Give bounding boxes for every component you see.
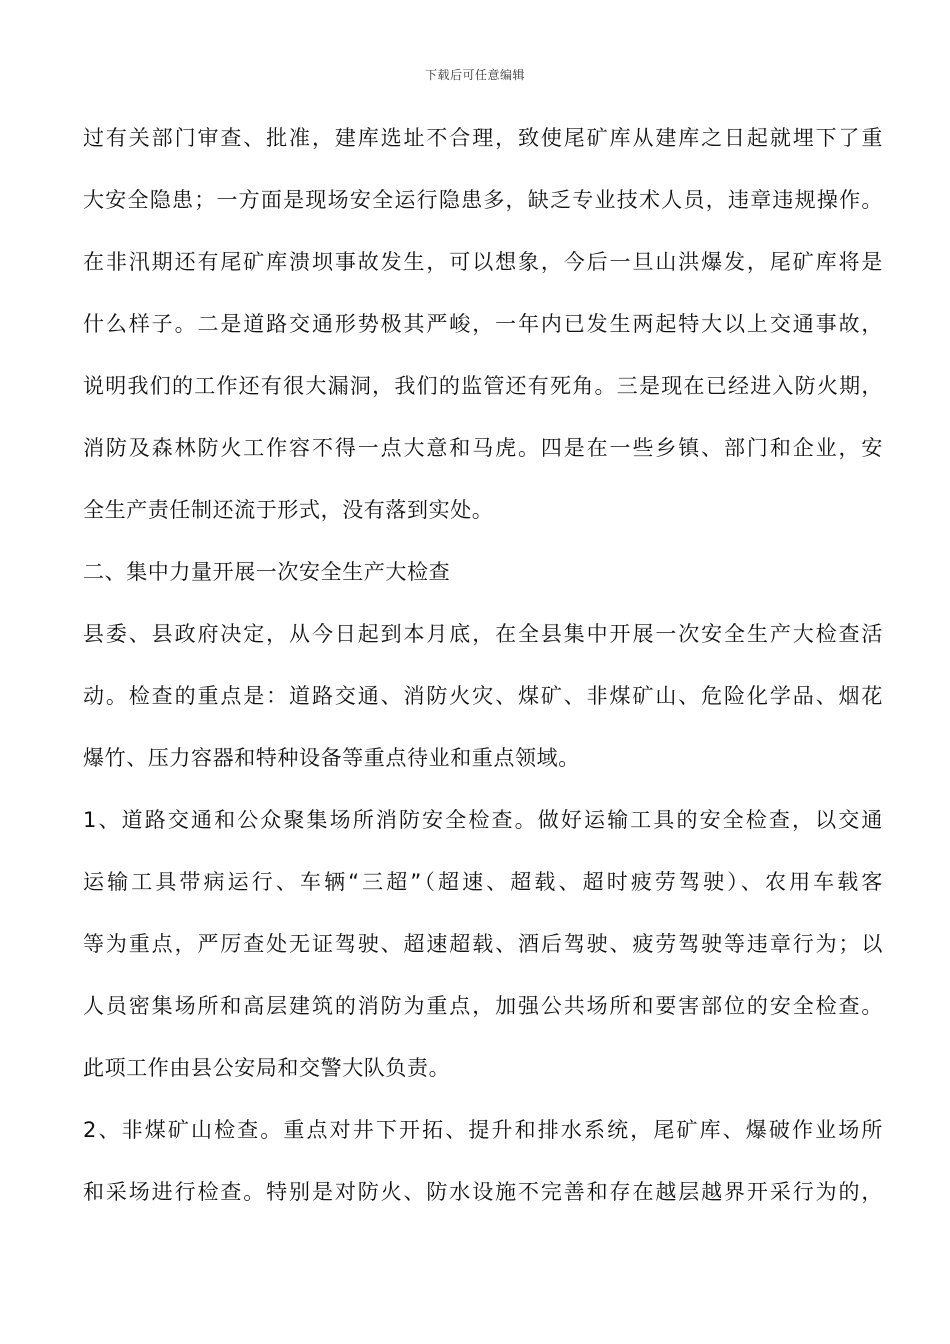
paragraph-line: 大安全隐患；一方面是现场安全运行隐患多，缺乏专业技术人员，违章违规操作。 xyxy=(83,188,883,212)
paragraph-line: 此项工作由县公安局和交警大队负责。 xyxy=(83,1056,451,1080)
paragraph-line: 过有关部门审查、批准，建库选址不合理，致使尾矿库从建库之日起就埋下了重 xyxy=(83,126,883,150)
page-header-caption: 下载后可任意编辑 xyxy=(424,68,525,82)
paragraph-line: 在非汛期还有尾矿库溃坝事故发生，可以想象，今后一旦山洪爆发，尾矿库将是 xyxy=(83,250,883,274)
paragraph-line: 爆竹、压力容器和特种设备等重点待业和重点领域。 xyxy=(83,746,580,770)
paragraph-line: 说明我们的工作还有很大漏洞，我们的监管还有死角。三是现在已经进入防火期， xyxy=(83,374,883,398)
section-heading: 二、集中力量开展一次安全生产大检查 xyxy=(83,560,451,584)
list-item-line: 1、道路交通和公众聚集场所消防安全检查。做好运输工具的安全检查，以交通 xyxy=(83,808,883,832)
paragraph-line: 消防及森林防火工作容不得一点大意和马虎。四是在一些乡镇、部门和企业，安 xyxy=(83,436,883,460)
paragraph-line: 什么样子。二是道路交通形势极其严峻，一年内已发生两起特大以上交通事故， xyxy=(83,312,883,336)
paragraph-line: 动。检查的重点是：道路交通、消防火灾、煤矿、非煤矿山、危险化学品、烟花 xyxy=(83,684,883,708)
paragraph-line: 县委、县政府决定，从今日起到本月底，在全县集中开展一次安全生产大检查活 xyxy=(83,622,883,646)
list-item-line: 2、非煤矿山检查。重点对井下开拓、提升和排水系统，尾矿库、爆破作业场所 xyxy=(83,1118,883,1142)
paragraph-line: 等为重点，严厉查处无证驾驶、超速超载、酒后驾驶、疲劳驾驶等违章行为；以 xyxy=(83,932,883,956)
paragraph-line: 人员密集场所和高层建筑的消防为重点，加强公共场所和要害部位的安全检查。 xyxy=(83,994,883,1018)
document-body xyxy=(83,117,883,1233)
paragraph-line: 运输工具带病运行、车辆“三超”（超速、超载、超时疲劳驾驶）、农用车载客 xyxy=(83,870,883,894)
paragraph-line: 全生产责任制还流于形式，没有落到实处。 xyxy=(83,498,494,522)
paragraph-line: 和采场进行检查。特别是对防火、防水设施不完善和存在越层越界开采行为的， xyxy=(83,1180,883,1204)
